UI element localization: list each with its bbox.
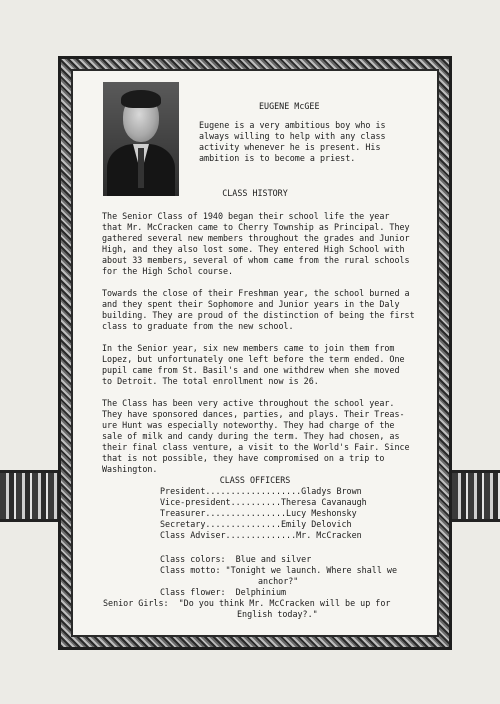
class-flower: Class flower: Delphinium <box>160 587 287 597</box>
page-content <box>71 69 439 637</box>
history-line: High, and they also lost some. They entered High School with <box>102 244 405 254</box>
senior-girls-quote-continued: English today?." <box>237 609 318 619</box>
history-line: for the High Schol course. <box>102 266 234 276</box>
student-portrait <box>103 82 179 196</box>
history-line: ure Hunt was especially noteworthy. They had charge of the <box>102 420 395 430</box>
decorative-side-band-left <box>0 470 58 522</box>
student-bio-line: ambition is to become a priest. <box>199 153 356 163</box>
class-officers-heading: CLASS OFFICERS <box>219 475 291 485</box>
class-motto-continued: anchor?" <box>258 576 299 586</box>
class-history-heading: CLASS HISTORY <box>222 188 288 198</box>
class-motto: Class motto: "Tonight we launch. Where shall we <box>160 565 397 575</box>
history-line: to Detroit. The total enrollment now is 26. <box>102 376 319 386</box>
history-line: class to graduate from the new school. <box>102 321 294 331</box>
history-line: Towards the close of their Freshman year, the school burned a <box>102 288 410 298</box>
officer-row: Vice-president..........Theresa Cavanaugh <box>160 497 367 507</box>
history-line: Lopez, but unfortunately one left before the term ended. One <box>102 354 405 364</box>
history-line: pupil came from St. Basil's and one withdrew when she moved <box>102 365 400 375</box>
student-bio-line: Eugene is a very ambitious boy who is <box>199 120 386 130</box>
student-bio-line: always willing to help with any class <box>199 131 386 141</box>
history-line: about 33 members, several of whom came from the rural schools <box>102 255 410 265</box>
officer-row: President...................Gladys Brown <box>160 486 362 496</box>
senior-girls-quote: Senior Girls: "Do you think Mr. McCracken will be up for <box>103 598 391 608</box>
history-line: their final class venture, a visit to the World's Fair. Since <box>102 442 410 452</box>
history-line: In the Senior year, six new members came to join them from <box>102 343 395 353</box>
history-line: The Class has been very active throughout the school year. <box>102 398 395 408</box>
student-bio-line: activity whenever he is present. His <box>199 142 381 152</box>
student-name: EUGENE McGEE <box>259 101 320 111</box>
page-frame <box>58 56 452 650</box>
officer-row: Treasurer................Lucy Meshonsky <box>160 508 357 518</box>
history-line: They have sponsored dances, parties, and plays. Their Treas- <box>102 409 405 419</box>
history-line: The Senior Class of 1940 began their school life the year <box>102 211 390 221</box>
history-line: building. They are proud of the distinction of being the first <box>102 310 415 320</box>
officer-row: Secretary...............Emily Delovich <box>160 519 352 529</box>
officer-row: Class Adviser..............Mr. McCracken <box>160 530 362 540</box>
history-line: gathered several new members throughout the grades and Junior <box>102 233 410 243</box>
history-line: that is not possible, they have compromised on a trip to <box>102 453 385 463</box>
history-line: sale of milk and candy during the term. They had chosen, as <box>102 431 400 441</box>
history-line: that Mr. McCracken came to Cherry Township as Principal. They <box>102 222 410 232</box>
history-line: Washington. <box>102 464 158 474</box>
decorative-side-band-right <box>452 470 500 522</box>
history-line: and they spent their Sophomore and Junior years in the Daly <box>102 299 400 309</box>
class-colors: Class colors: Blue and silver <box>160 554 312 564</box>
